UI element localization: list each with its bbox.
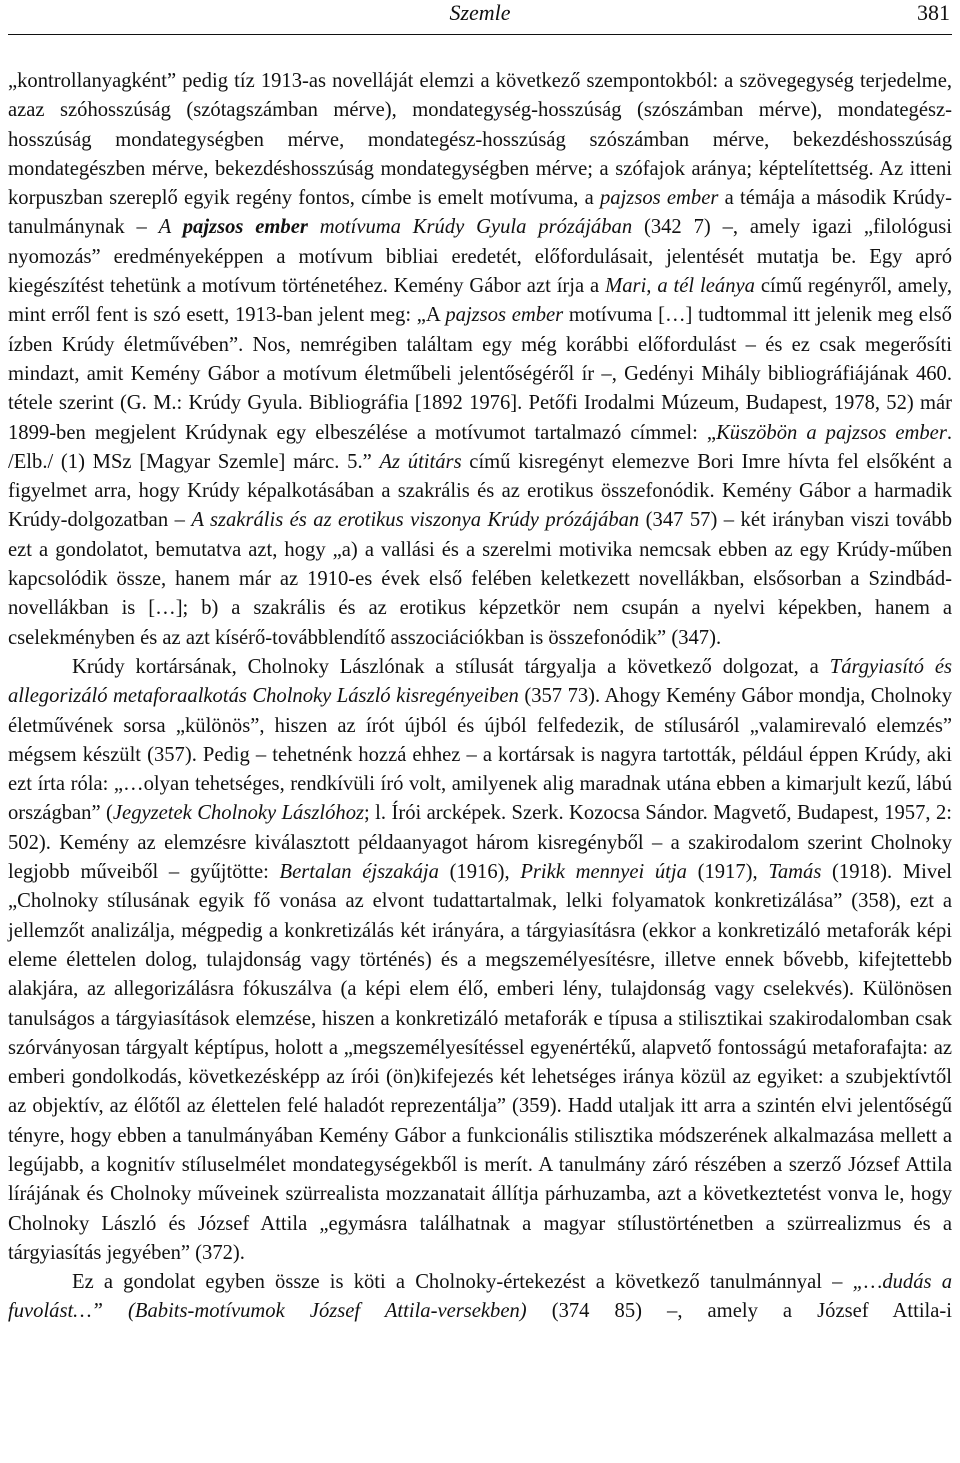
text-run: Ez a gondolat egyben össze is köti a Cholnoky-értekezést a következő tanulmánnyal – [72, 1271, 853, 1294]
italic-text: Prikk mennyei útja [520, 861, 687, 884]
italic-text: Mari, a tél leánya [605, 275, 755, 298]
italic-text: pajzsos ember [445, 304, 564, 327]
italic-text: Tárgyiasító és allegorizáló metaforaalkotás Cholnoky László kisregényeiben [8, 655, 952, 708]
paragraph-1 [8, 67, 952, 653]
italic-text: pajzsos ember [599, 187, 719, 210]
text-run: ; l. Írói arcképek. Szerk. Kozocsa Sándor. Magvető, Budapest, 1957, 2: 502). Kemény az elemzésre kiválasztott példaanyagot három kisregényből – a szakirodalom szerint Cholnoky legjobb műveiből – gyűjtötte: [8, 802, 952, 884]
text-run: (357 73). Ahogy Kemény Gábor mondja, Cholnoky életművének sorsa „különös”, hiszen az írót újból és újból felfedezik, de stílusáról „valamirevaló elemzés” mégsem készült (357). Pedig – tehetnénk hozzá ehhez – a kortársak is nagyra tartották, például éppen Krúdy, aki ezt írta róla: „…olyan tehetséges, rendkívüli író volt, amilyenek alig maradnak utána ebben a kimarjult kezű, lábú országban” ( [8, 685, 952, 825]
text-run: című kisregényt elemezve Bori Imre hívta fel elsőként a figyelmet arra, hogy Krúdy képalkotásában a szakrális és az erotikus összefonódik. Kemény Gábor a harmadik Krúdy-dolgozatban – [8, 450, 952, 532]
text-run: a témája a második Krúdy-tanulmánynak – [8, 187, 952, 239]
article-body [8, 67, 952, 1327]
text-run: (342 7) –, amely igazi „filológusi nyomozás” eredményeképpen a motívum bibliai eredetét, előfordulásait, jelentését mutatja be. Egy apró kiegészítést tehetünk a motívum történetéhez. Kemény Gábor azt írja a [8, 216, 953, 298]
italic-text: A [158, 216, 183, 239]
italic-text: Az útitárs [379, 450, 462, 473]
italic-text: „…dudás a fuvolást…” (Babits-motívumok József Attila-versekben) [8, 1271, 952, 1323]
italic-text: motívuma Krúdy Gyula prózájában [307, 216, 633, 239]
text-run: című regényről, amely, mint erről fent is szó esett, 1913-ban jelent meg: „A [8, 275, 953, 327]
text-run: (1918). Mivel „Cholnoky stílusának egyik fő vonása az elvont tudattartalmak, lelki folyamatok konkretizálása” (358), ezt a jellemzőt analizálja, mégpedig a konkretizálás két irányára, a tárgyiasításra (ekkor a konkretizáló metaforák képi eleme élettelen dolog, tulajdonság vagy történés) és a megszemélyesítésre, illetve ennek bővebb, kifejtettebb alakjára, az allegorizálásra fókuszálva (a képi elem élő, emberi lény, tulajdonság vagy cselekvés). Különösen tanulságos a tárgyiasítások elemzése, hiszen a konkretizáló metaforák e típusa a stilisztikai szakirodalomban csak szórványosan tárgyalt képtípus, holott a „megszemélyesítéssel egyenértékű, alapvető fontosságú metaforafajta: az emberi gondolkodás, következésképp az írói (ön)kifejezés két lehetséges iránya közül az egyiket: a szubjektívtől az objektív, az élőtől az élettelen felé haladót reprezentálja” (359). Hadd utaljak itt arra a szintén elvi jelentőségű tényre, hogy ebben a tanulmányában Kemény Gábor a funkcionális stilisztika módszerének alkalmazása mellett a legújabb, a kognitív stíluselmélet mondategységekből is merít. A tanulmány záró részében a szerző József Attila lírájának és Cholnoky műveinek szürrealista mozzanatait állítja párhuzamba, azt a következtetést vonva le, hogy Cholnoky László és József Attila „egymásra találhatnak a magyar stílustörténetben a szürrealizmus és a tárgyiasítás jegyében” (372). [8, 861, 952, 1264]
paragraph-2 [8, 653, 952, 1268]
page-number: 381 [917, 0, 950, 25]
journal-section-title: Szemle [449, 0, 511, 25]
paragraph-3 [8, 1268, 952, 1327]
text-run: (1917), [686, 861, 769, 884]
italic-text: Bertalan éjszakája [279, 861, 439, 884]
text-run: . /Elb./ (1) MSz [Magyar Szemle] márc. 5.” [8, 421, 952, 473]
running-header [8, 0, 952, 35]
italic-text: pajzsos ember [182, 216, 308, 239]
italic-text: A szakrális és az erotikus viszonya Krúdy prózájában [191, 509, 640, 532]
text-run: (1916), [438, 861, 521, 884]
italic-text: Jegyzetek Cholnoky Lászlóhoz [112, 802, 365, 825]
text-run: Krúdy kortársának, Cholnoky Lászlónak a stílusát tárgyalja a következő dolgozat, a [72, 655, 830, 678]
text-run: „kontrollanyagként” pedig tíz 1913-as novelláját elemzi a következő szempontokból: a szövegegység terjedelme, azaz szóhosszúság (szótagszámban mérve), mondategység-hosszúság (szószámban mérve), mondategész-hosszúság mondategységben mérve, mondategész-hosszúság szószámban mérve, bekezdéshosszúság mondategészben mérve, bekezdéshosszúság mondategységben mérve; a szófajok aránya; képtelítettség. Az itteni korpuszban szereplő egyik regény fontos, címbe is emelt motívuma, a [8, 70, 952, 210]
italic-text: Küszöbön a pajzsos ember [716, 421, 947, 444]
text-run: (374 85) –, amely a József Attila-i [526, 1300, 952, 1323]
text-run: motívuma […] tudtommal itt jelenik meg első ízben Krúdy életművében”. Nos, nemrégiben találtam egy még korábbi előfordulást – és ez csak megerősíti mindazt, amit Kemény Gábor a motívum életműbeli jelentőségéről ír –, Gedényi Mihály bibliográfiájának 460. tétele szerint (G. M.: Krúdy Gyula. Bibliográfia [1892 1976]. Petőfi Irodalmi Múzeum, Budapest, 1978, 52) már 1899-ben megjelent Krúdynak egy elbeszélése a motívumot tartalmazó címmel: „ [8, 304, 952, 444]
text-run: (347 57) – két irányban viszi tovább ezt a gondolatot, bemutatva azt, hogy „a) a vallási és a szerelmi motivika nemcsak ebben az egy Krúdy-műben kapcsolódik össze, hanem már az 1910-es évek első felében keletkezett novellákban, elsősorban a Szindbád-novellákban is […]; b) a szakrális és az erotikus képzetkör nem csupán a nyelvi képekben, hanem a cselekményben és az azt kísérő-továbblendítő asszociációkban is összefonódik” (347). [8, 509, 953, 649]
italic-text: Tamás [768, 861, 822, 884]
